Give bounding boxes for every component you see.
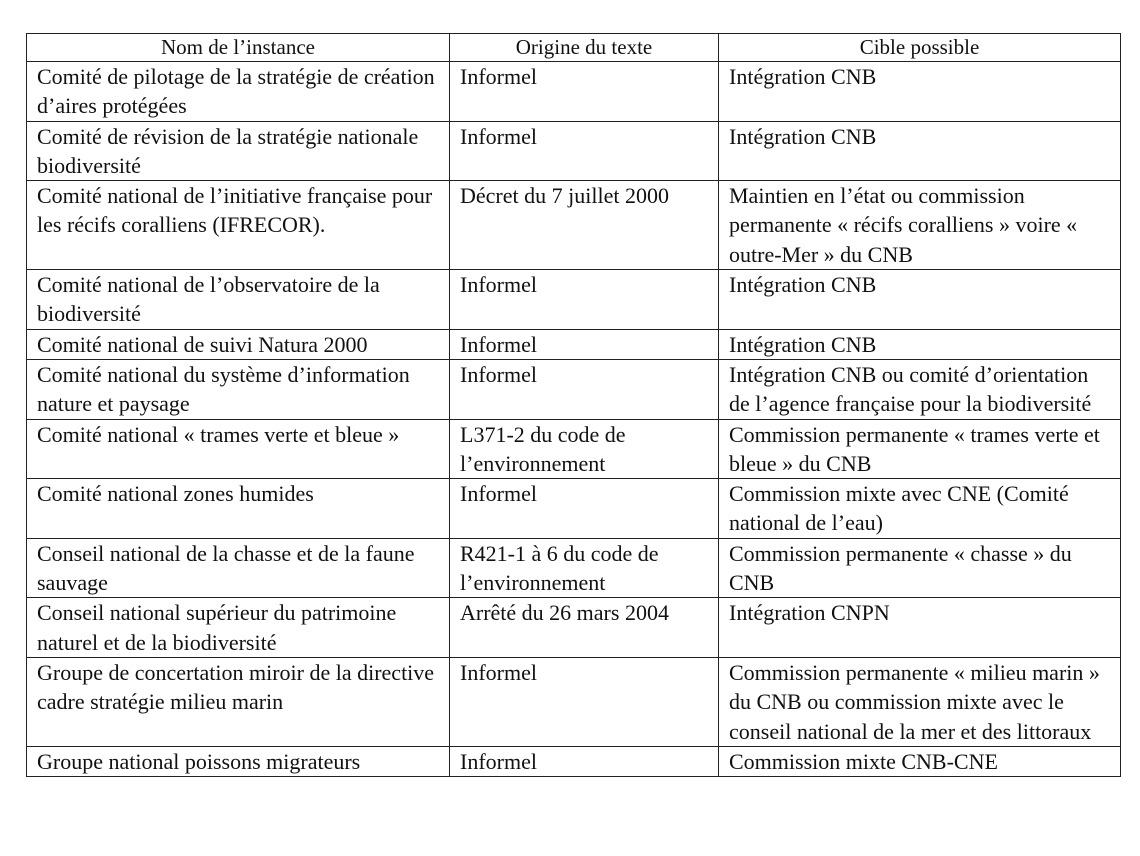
cell-nom-instance: Conseil national supérieur du patrimoine naturel et de la biodiversité bbox=[27, 598, 450, 658]
table-row bbox=[27, 359, 1121, 419]
cell-nom-instance: Comité national zones humides bbox=[27, 479, 450, 539]
cell-cible-possible: Intégration CNB bbox=[719, 62, 1121, 122]
cell-nom-instance: Groupe national poissons migrateurs bbox=[27, 746, 450, 776]
header-cible-possible: Cible possible bbox=[719, 34, 1121, 62]
cell-nom-instance: Comité de révision de la stratégie nationale biodiversité bbox=[27, 121, 450, 181]
cell-nom-instance: Comité national de l’initiative française pour les récifs coralliens (IFRECOR). bbox=[27, 181, 450, 270]
cell-origine-texte: Informel bbox=[450, 270, 719, 330]
cell-origine-texte: Informel bbox=[450, 657, 719, 746]
cell-origine-texte: Informel bbox=[450, 746, 719, 776]
table-row bbox=[27, 419, 1121, 479]
cell-origine-texte: R421-1 à 6 du code de l’environnement bbox=[450, 538, 719, 598]
cell-nom-instance: Comité national de suivi Natura 2000 bbox=[27, 329, 450, 359]
cell-origine-texte: Décret du 7 juillet 2000 bbox=[450, 181, 719, 270]
cell-cible-possible: Commission mixte avec CNE (Comité national de l’eau) bbox=[719, 479, 1121, 539]
table-row bbox=[27, 538, 1121, 598]
cell-origine-texte: Arrêté du 26 mars 2004 bbox=[450, 598, 719, 658]
cell-cible-possible: Maintien en l’état ou commission permanente « récifs coralliens » voire « outre-Mer » du CNB bbox=[719, 181, 1121, 270]
table-row bbox=[27, 62, 1121, 122]
cell-origine-texte: L371-2 du code de l’environnement bbox=[450, 419, 719, 479]
cell-cible-possible: Commission permanente « milieu marin » du CNB ou commission mixte avec le conseil national de la mer et des littoraux bbox=[719, 657, 1121, 746]
table-row bbox=[27, 479, 1121, 539]
cell-cible-possible: Intégration CNB ou comité d’orientation de l’agence française pour la biodiversité bbox=[719, 359, 1121, 419]
cell-cible-possible: Commission permanente « trames verte et bleue » du CNB bbox=[719, 419, 1121, 479]
table-row bbox=[27, 181, 1121, 270]
instances-table bbox=[26, 33, 1121, 777]
cell-cible-possible: Intégration CNB bbox=[719, 121, 1121, 181]
cell-origine-texte: Informel bbox=[450, 479, 719, 539]
cell-nom-instance: Groupe de concertation miroir de la directive cadre stratégie milieu marin bbox=[27, 657, 450, 746]
cell-cible-possible: Commission mixte CNB-CNE bbox=[719, 746, 1121, 776]
cell-origine-texte: Informel bbox=[450, 62, 719, 122]
table-row bbox=[27, 329, 1121, 359]
cell-nom-instance: Comité de pilotage de la stratégie de création d’aires protégées bbox=[27, 62, 450, 122]
table-header-row bbox=[27, 34, 1121, 62]
header-origine-texte: Origine du texte bbox=[450, 34, 719, 62]
cell-nom-instance: Comité national « trames verte et bleue » bbox=[27, 419, 450, 479]
cell-cible-possible: Intégration CNB bbox=[719, 270, 1121, 330]
cell-nom-instance: Comité national du système d’information nature et paysage bbox=[27, 359, 450, 419]
cell-nom-instance: Conseil national de la chasse et de la faune sauvage bbox=[27, 538, 450, 598]
header-nom-instance: Nom de l’instance bbox=[27, 34, 450, 62]
table-row bbox=[27, 746, 1121, 776]
cell-nom-instance: Comité national de l’observatoire de la biodiversité bbox=[27, 270, 450, 330]
table-row bbox=[27, 657, 1121, 746]
cell-origine-texte: Informel bbox=[450, 329, 719, 359]
table-row bbox=[27, 121, 1121, 181]
table-row bbox=[27, 270, 1121, 330]
cell-origine-texte: Informel bbox=[450, 359, 719, 419]
cell-cible-possible: Intégration CNB bbox=[719, 329, 1121, 359]
cell-cible-possible: Commission permanente « chasse » du CNB bbox=[719, 538, 1121, 598]
cell-origine-texte: Informel bbox=[450, 121, 719, 181]
cell-cible-possible: Intégration CNPN bbox=[719, 598, 1121, 658]
table-row bbox=[27, 598, 1121, 658]
